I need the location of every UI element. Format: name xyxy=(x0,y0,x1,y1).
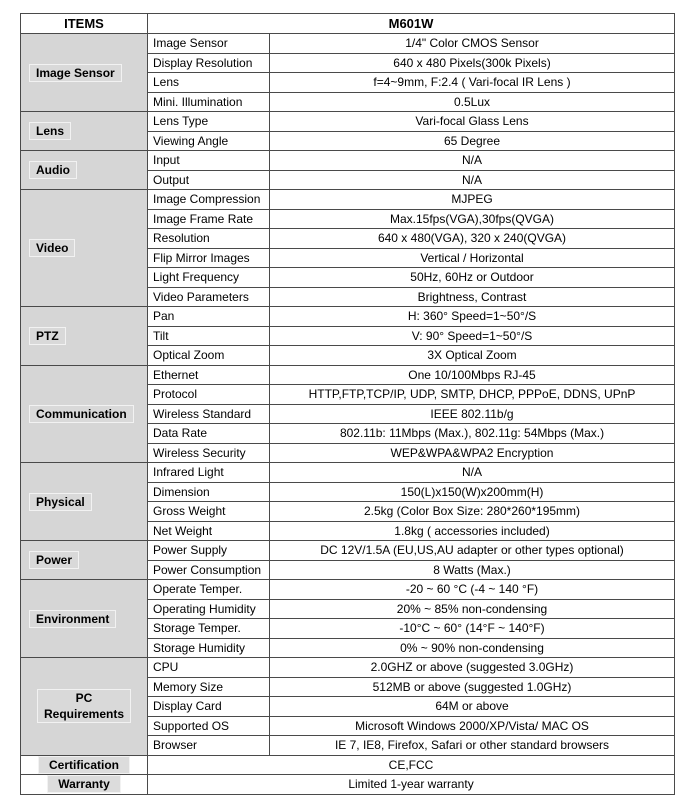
spec-value: DC 12V/1.5A (EU,US,AU adapter or other types optional) xyxy=(270,541,675,561)
spec-value: 1.8kg ( accessories included) xyxy=(270,521,675,541)
spec-value: 8 Watts (Max.) xyxy=(270,560,675,580)
spec-value: H: 360° Speed=1~50°/S xyxy=(270,307,675,327)
category-cell xyxy=(21,112,148,151)
category-label: PC Requirements xyxy=(37,689,131,723)
spec-label: Infrared Light xyxy=(148,463,270,483)
spec-label: Wireless Security xyxy=(148,443,270,463)
spec-label: Dimension xyxy=(148,482,270,502)
category-label: Environment xyxy=(29,610,116,628)
table-row xyxy=(21,580,675,600)
category-cell xyxy=(21,541,148,580)
spec-label: Lens xyxy=(148,73,270,93)
spec-label: Display Card xyxy=(148,697,270,717)
spec-value: 64M or above xyxy=(270,697,675,717)
spec-value: 0% ~ 90% non-condensing xyxy=(270,638,675,658)
table-row xyxy=(21,463,675,483)
spec-label: Operate Temper. xyxy=(148,580,270,600)
spec-label: Optical Zoom xyxy=(148,346,270,366)
spec-value: Max.15fps(VGA),30fps(QVGA) xyxy=(270,209,675,229)
spec-label: Memory Size xyxy=(148,677,270,697)
spec-label: Gross Weight xyxy=(148,502,270,522)
table-row xyxy=(21,34,675,54)
spec-value: 640 x 480(VGA), 320 x 240(QVGA) xyxy=(270,229,675,249)
spec-value: HTTP,FTP,TCP/IP, UDP, SMTP, DHCP, PPPoE, DDNS, UPnP xyxy=(270,385,675,405)
spec-label: Viewing Angle xyxy=(148,131,270,151)
spec-body xyxy=(21,34,675,795)
spec-value: 640 x 480 Pixels(300k Pixels) xyxy=(270,53,675,73)
spec-value: 65 Degree xyxy=(270,131,675,151)
category-cell xyxy=(21,463,148,541)
spec-label: Browser xyxy=(148,736,270,756)
spec-label: Flip Mirror Images xyxy=(148,248,270,268)
spec-value: V: 90° Speed=1~50°/S xyxy=(270,326,675,346)
category-cell xyxy=(21,365,148,463)
table-row xyxy=(21,307,675,327)
spec-value: WEP&WPA&WPA2 Encryption xyxy=(270,443,675,463)
spec-value: 2.5kg (Color Box Size: 280*260*195mm) xyxy=(270,502,675,522)
spec-value: 1/4" Color CMOS Sensor xyxy=(270,34,675,54)
spec-value: Vertical / Horizontal xyxy=(270,248,675,268)
spec-label: Supported OS xyxy=(148,716,270,736)
category-label: PTZ xyxy=(29,327,66,345)
spec-value: Vari-focal Glass Lens xyxy=(270,112,675,132)
spec-value: -10°C ~ 60° (14°F ~ 140°F) xyxy=(270,619,675,639)
spec-label: Protocol xyxy=(148,385,270,405)
spec-value: N/A xyxy=(270,170,675,190)
spec-value: One 10/100Mbps RJ-45 xyxy=(270,365,675,385)
spec-value: f=4~9mm, F:2.4 ( Vari-focal IR Lens ) xyxy=(270,73,675,93)
spec-label: CPU xyxy=(148,658,270,678)
spec-label: Ethernet xyxy=(148,365,270,385)
category-cell xyxy=(21,755,148,775)
category-cell xyxy=(21,580,148,658)
table-row xyxy=(21,365,675,385)
spec-label: Data Rate xyxy=(148,424,270,444)
spec-label: Input xyxy=(148,151,270,171)
spec-label: Pan xyxy=(148,307,270,327)
spec-value: MJPEG xyxy=(270,190,675,210)
spec-label: Light Frequency xyxy=(148,268,270,288)
spec-table xyxy=(20,13,675,795)
category-label: Power xyxy=(29,551,79,569)
spec-label: Image Frame Rate xyxy=(148,209,270,229)
spec-label: Power Supply xyxy=(148,541,270,561)
spec-value: 802.11b: 11Mbps (Max.), 802.11g: 54Mbps (Max.) xyxy=(270,424,675,444)
spec-value: N/A xyxy=(270,463,675,483)
model-header: M601W xyxy=(148,14,675,34)
table-row xyxy=(21,151,675,171)
spec-label: Mini. Illumination xyxy=(148,92,270,112)
spec-value: 3X Optical Zoom xyxy=(270,346,675,366)
spec-value: IE 7, IE8, Firefox, Safari or other standard browsers xyxy=(270,736,675,756)
header-row xyxy=(21,14,675,34)
category-cell xyxy=(21,658,148,756)
category-label: Certification xyxy=(38,756,130,774)
spec-label: Power Consumption xyxy=(148,560,270,580)
spec-label: Output xyxy=(148,170,270,190)
spec-value: -20 ~ 60 °C (-4 ~ 140 °F) xyxy=(270,580,675,600)
spec-value: 20% ~ 85% non-condensing xyxy=(270,599,675,619)
spec-value: 0.5Lux xyxy=(270,92,675,112)
category-label: Lens xyxy=(29,122,71,140)
category-cell xyxy=(21,34,148,112)
table-row xyxy=(21,541,675,561)
category-label: Communication xyxy=(29,405,134,423)
category-label: Video xyxy=(29,239,75,257)
category-cell xyxy=(21,775,148,795)
spec-label: Video Parameters xyxy=(148,287,270,307)
spec-label: Operating Humidity xyxy=(148,599,270,619)
spec-value: N/A xyxy=(270,151,675,171)
category-label: Audio xyxy=(29,161,77,179)
spec-value: Limited 1-year warranty xyxy=(148,775,675,795)
spec-label: Image Compression xyxy=(148,190,270,210)
category-label: Physical xyxy=(29,493,92,511)
spec-value: 150(L)x150(W)x200mm(H) xyxy=(270,482,675,502)
spec-label: Display Resolution xyxy=(148,53,270,73)
spec-label: Net Weight xyxy=(148,521,270,541)
spec-value: 2.0GHZ or above (suggested 3.0GHz) xyxy=(270,658,675,678)
spec-label: Lens Type xyxy=(148,112,270,132)
category-label: Image Sensor xyxy=(29,64,122,82)
table-row xyxy=(21,775,675,795)
spec-value: Microsoft Windows 2000/XP/Vista/ MAC OS xyxy=(270,716,675,736)
category-cell xyxy=(21,307,148,366)
table-row xyxy=(21,658,675,678)
spec-label: Image Sensor xyxy=(148,34,270,54)
spec-label: Storage Humidity xyxy=(148,638,270,658)
spec-label: Resolution xyxy=(148,229,270,249)
table-row xyxy=(21,755,675,775)
spec-value: 50Hz, 60Hz or Outdoor xyxy=(270,268,675,288)
spec-value: CE,FCC xyxy=(148,755,675,775)
spec-label: Storage Temper. xyxy=(148,619,270,639)
table-row xyxy=(21,190,675,210)
table-row xyxy=(21,112,675,132)
spec-value: IEEE 802.11b/g xyxy=(270,404,675,424)
spec-value: 512MB or above (suggested 1.0GHz) xyxy=(270,677,675,697)
category-cell xyxy=(21,190,148,307)
category-label: Warranty xyxy=(47,775,121,793)
category-cell xyxy=(21,151,148,190)
spec-label: Tilt xyxy=(148,326,270,346)
spec-label: Wireless Standard xyxy=(148,404,270,424)
items-header: ITEMS xyxy=(21,14,148,34)
spec-value: Brightness, Contrast xyxy=(270,287,675,307)
